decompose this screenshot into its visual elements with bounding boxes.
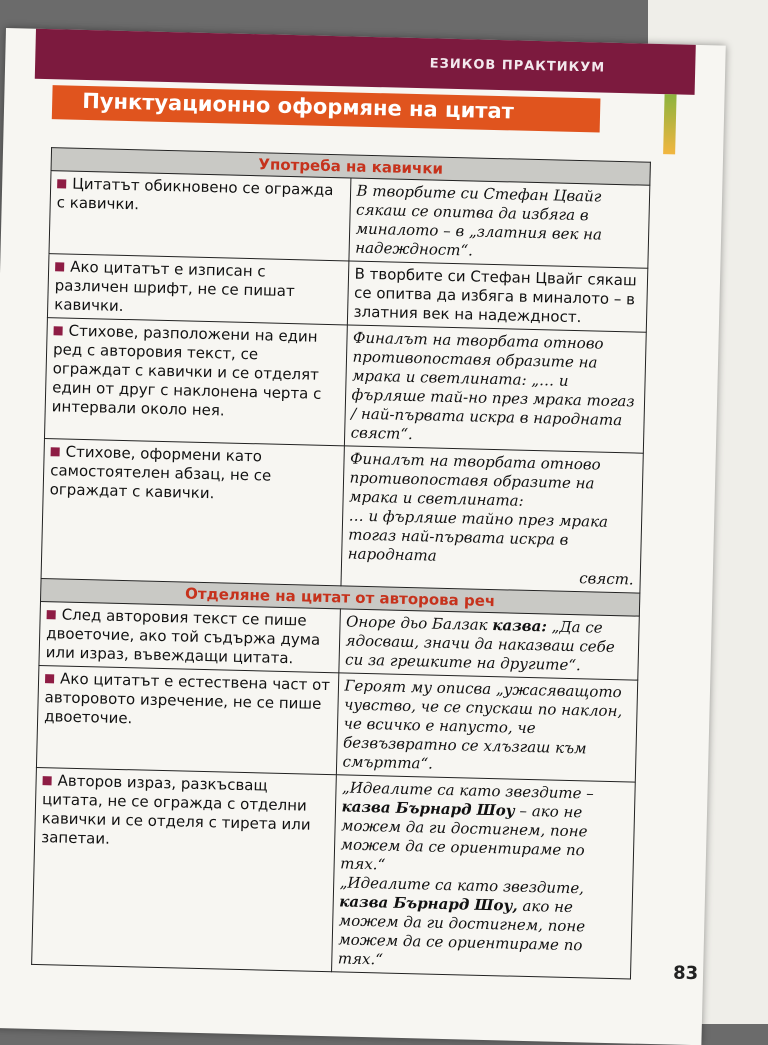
example-cell: Финалът на творбата отново противопоставя образите на мрака и светлината: „… и фърляше тай-но през мрака тогаз / най-първата искра в народната свяст“. [344, 325, 646, 453]
accent-stripe [663, 94, 676, 154]
example-text: „Да се ядосваш, значи да наказваш себе си за грешките на другите“. [344, 617, 615, 675]
example-text: „Идеалите са като звездите, [339, 873, 585, 898]
square-bullet-icon [55, 262, 64, 271]
section-heading: Отделяне на цитат от авторова реч [40, 579, 639, 617]
example-cell [340, 446, 643, 593]
example-paragraph [338, 873, 627, 975]
punctuation-table [31, 147, 651, 979]
example-text: ако не можем да ги достигнем, поне можем да се ориентираме по тях.“ [337, 896, 586, 969]
table-row [41, 439, 643, 594]
rule-cell [36, 665, 338, 774]
table-row [49, 171, 650, 269]
title-band [52, 85, 601, 132]
rule-text: Ако цитатът е естествена част от авторовото изречение, не се пише двоеточие. [43, 669, 331, 728]
page-title: Пунктуационно оформяне на цитат [81, 88, 515, 124]
example-emphasis: казва Бърнард Шоу [341, 797, 515, 820]
rule-text: Стихове, оформени като самостоятелен абзац, не се ограждат с кавички. [49, 442, 272, 503]
example-cell [331, 775, 635, 979]
section-label: ЕЗИКОВ ПРАКТИКУМ [429, 56, 606, 76]
rule-text: Авторов израз, разкъсващ цитата, не се огражда с отделни кавички и се отделя с тирета или запетаи. [41, 771, 311, 848]
rule-cell [44, 318, 346, 446]
example-paragraph [340, 778, 629, 880]
example-cell: Героят му описва „ужасяващото чувство, че се спускаш по наклон, че всичко е напусто, че безвъзвратно се хлъзгаш към смъртта“. [336, 673, 638, 782]
table-row [36, 665, 637, 782]
rule-text: Ако цитатът е изписан с различен шрифт, не се пишат кавички. [54, 257, 295, 315]
table-row [32, 767, 636, 979]
verse-line-end: свяст. [579, 569, 634, 589]
square-bullet-icon [47, 610, 56, 619]
example-text: „Идеалите са като звездите – [341, 778, 595, 803]
example-emphasis: казва: [492, 616, 548, 636]
rule-cell [49, 171, 350, 261]
rule-text: След авторовия текст се пише двоеточие, ако той съдържа дума или израз, въвеждащи цитата. [45, 605, 321, 668]
table-row [44, 318, 646, 454]
book-page [0, 28, 726, 1045]
example-cell [338, 609, 639, 680]
rule-cell [41, 439, 344, 586]
square-bullet-icon [57, 179, 66, 188]
verse-line: … и фърляше тайно през мрака тогаз най-първата искра в народната [347, 506, 609, 565]
rule-text: Цитатът обикновено се огражда с кавички. [56, 174, 334, 214]
square-bullet-icon [45, 674, 54, 683]
rule-cell [39, 602, 340, 673]
example-text: Оноре дьо Балзак [345, 612, 493, 635]
square-bullet-icon [43, 776, 52, 785]
example-cell: В творбите си Стефан Цвайг сякаш се опитва да избяга в миналото – в „златния век на надеждност“. [348, 178, 649, 268]
rule-cell [47, 254, 348, 325]
square-bullet-icon [54, 326, 63, 335]
example-text: Финалът на творбата отново противопоставя образите на мрака и светлината: [348, 449, 601, 510]
square-bullet-icon [51, 447, 60, 456]
page-number: 83 [672, 962, 699, 985]
section-heading: Употреба на кавички [51, 148, 650, 186]
example-cell: В творбите си Стефан Цвайг сякаш се опитва да избяга в миналото – в златния век на надеждност. [347, 261, 648, 332]
example-text: – ако не можем да ги достигнем, поне можем да се ориентираме по тях.“ [339, 801, 588, 874]
rule-cell [32, 767, 336, 971]
header-band [35, 29, 696, 95]
example-emphasis: казва Бърнард Шоу, [339, 892, 518, 915]
rule-text: Стихове, разположени на един ред с авторовия текст, се ограждат с кавички и се отделят един от друг с наклонена черта с интервали около нея. [51, 321, 322, 420]
